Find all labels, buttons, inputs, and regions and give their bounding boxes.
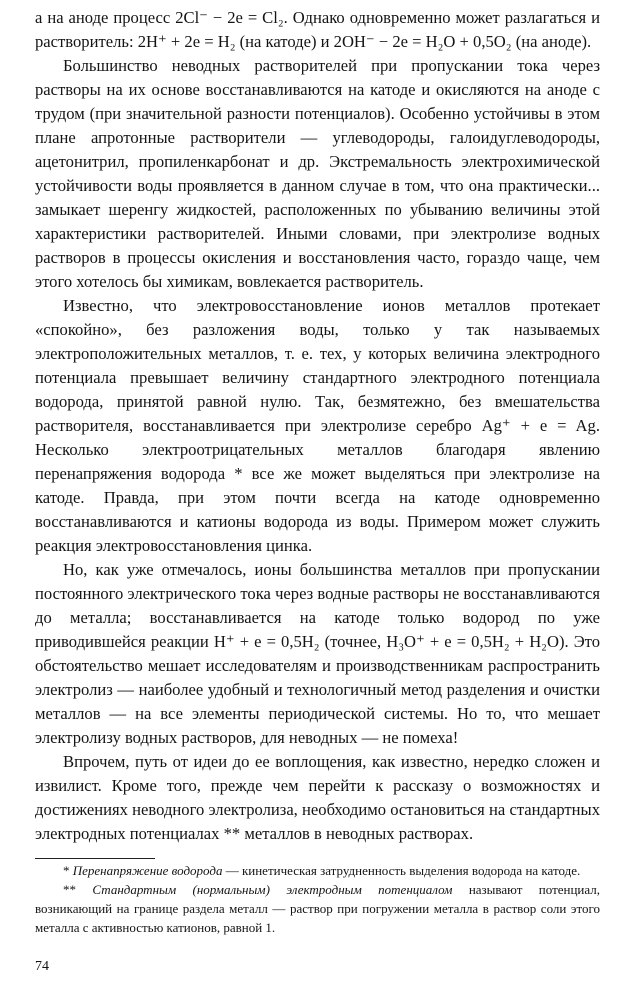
footnote-2 [35, 880, 600, 937]
footnote-2-marker: ** [63, 882, 76, 897]
footnote-1 [35, 861, 600, 880]
paragraph-3: Известно, что электровосстановление ионов металлов протекает «спокойно», без разложения воды, только у так называемых электроположительных металлов, т. е. тех, у которых величина электродного потенциала превышает величину стандартного электродного потенциала водорода, принятой равной нулю. Так, безмятежно, без вмешательства растворителя, восстанавливается при электролизе серебро Ag⁺ + e = Ag. Несколько электроотрицательных металлов благодаря явлению перенапряжения водорода * все же может выделяться при электролизе на катоде. Правда, при этом почти всегда на катоде одновременно восстанавливаются и катионы водорода из воды. Примером может служить реакция электровосстановления цинка. [35, 296, 600, 555]
paragraph-4: Но, как уже отмечалось, ионы большинства металлов при пропускании постоянного электрического тока через водные растворы не восстанавливаются до металла; восстанавливается на катоде только водород по уже приводившейся реакции H⁺ + e = 0,5H₂ (точнее, H₃O⁺ + e = 0,5H₂ + H₂O). Это обстоятельство мешает исследователям и производственникам распространить электролиз — наиболее удобный и технологичный метод разделения и очистки металлов — на все элементы периодической системы. Но то, что мешает электролизу водных растворов, для неводных — не помеха! [35, 560, 600, 747]
main-text [35, 6, 600, 846]
footnote-1-text: — кинетическая затрудненность выделения водорода на катоде. [222, 863, 581, 878]
footnote-2-term: Стандартным (нормальным) электродным потенциалом [92, 882, 453, 897]
page-number: 74 [35, 959, 49, 974]
paragraph-5: Впрочем, путь от идеи до ее воплощения, как известно, нередко сложен и извилист. Кроме того, прежде чем перейти к рассказу о возможностях и достижениях неводного электролиза, необходимо остановиться на стандартных электродных потенциалах ** металлов в неводных растворах. [35, 752, 600, 843]
footnotes [35, 861, 600, 937]
paragraph-2: Большинство неводных растворителей при пропускании тока через растворы на их основе восстанавливаются на катоде и окисляются на аноде с трудом (при значительной разности потенциалов). Особенно устойчивы в этом плане апротонные растворители — углеводороды, галоидуглеводороды, ацетонитрил, пропиленкарбонат и др. Экстремальность электрохимической устойчивости воды проявляется в данном случае в том, что она практически... замыкает шеренгу жидкостей, расположенных по убыванию величины этой характеристики растворителей. Иными словами, при электролизе водных растворов в процессы окисления и восстановления часто, гораздо чаще, чем этого хотелось бы химикам, вовлекается растворитель. [35, 56, 600, 291]
footnote-1-marker: * [63, 863, 70, 878]
paragraph-1: а на аноде процесс 2Cl⁻ − 2e = Cl₂. Однако одновременно может разлагаться и растворитель: 2H⁺ + 2e = H₂ (на катоде) и 2OH⁻ − 2e = H₂O + 0,5O₂ (на аноде). [35, 8, 600, 51]
footnote-2-text: называют потенциал, возникающий на границе раздела металл — раствор при погружении металла в раствор соли этого металла с активностью катионов, равной 1. [35, 882, 601, 935]
footnote-separator [35, 858, 155, 859]
footnote-1-term: Перенапряжение водорода [72, 863, 223, 878]
